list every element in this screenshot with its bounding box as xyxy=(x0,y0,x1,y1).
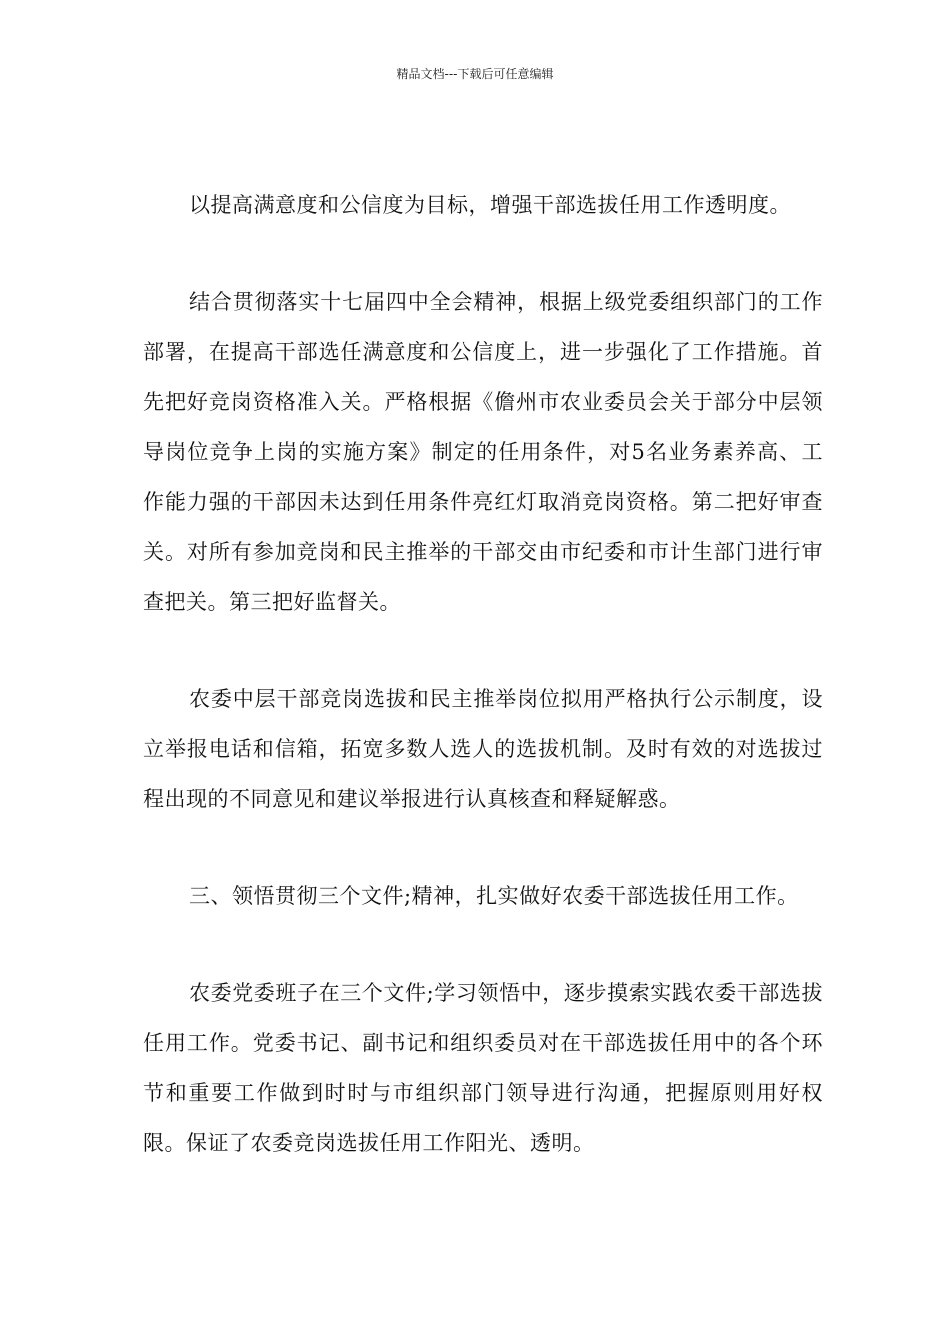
page-header: 精品文档---下载后可任意编辑 xyxy=(396,67,554,81)
document-body xyxy=(143,180,823,1168)
paragraph-publicity: 农委中层干部竞岗选拔和民主推举岗位拟用严格执行公示制度，设立举报电话和信箱，拓宽多数人选人的选拔机制。及时有效的对选拔过程出现的不同意见和建议举报进行认真核查和释疑解惑。 xyxy=(143,687,823,811)
paragraph-party-committee: 农委党委班子在三个文件;学习领悟中，逐步摸索实践农委干部选拔任用工作。党委书记、副书记和组织委员对在干部选拔任用中的各个环节和重要工作做到时时与市组织部门领导进行沟通，把握原则用好权限。保证了农委竞岗选拔任用工作阳光、透明。 xyxy=(143,981,823,1155)
section-heading-three: 三、领悟贯彻三个文件;精神，扎实做好农委干部选拔任用工作。 xyxy=(189,884,799,908)
paragraph-goal: 以提高满意度和公信度为目标，增强干部选拔任用工作透明度。 xyxy=(189,193,791,217)
paragraph-measures: 结合贯彻落实十七届四中全会精神，根据上级党委组织部门的工作部署，在提高干部选任满意度和公信度上，进一步强化了工作措施。首先把好竞岗资格准入关。严格根据《儋州市农业委员会关于部分中层领导岗位竞争上岗的实施方案》制定的任用条件，对5名业务素养高、工作能力强的干部因未达到任用条件亮红灯取消竞岗资格。第二把好审查关。对所有参加竞岗和民主推举的干部交由市纪委和市计生部门进行审查把关。第三把好监督关。 xyxy=(143,290,823,614)
